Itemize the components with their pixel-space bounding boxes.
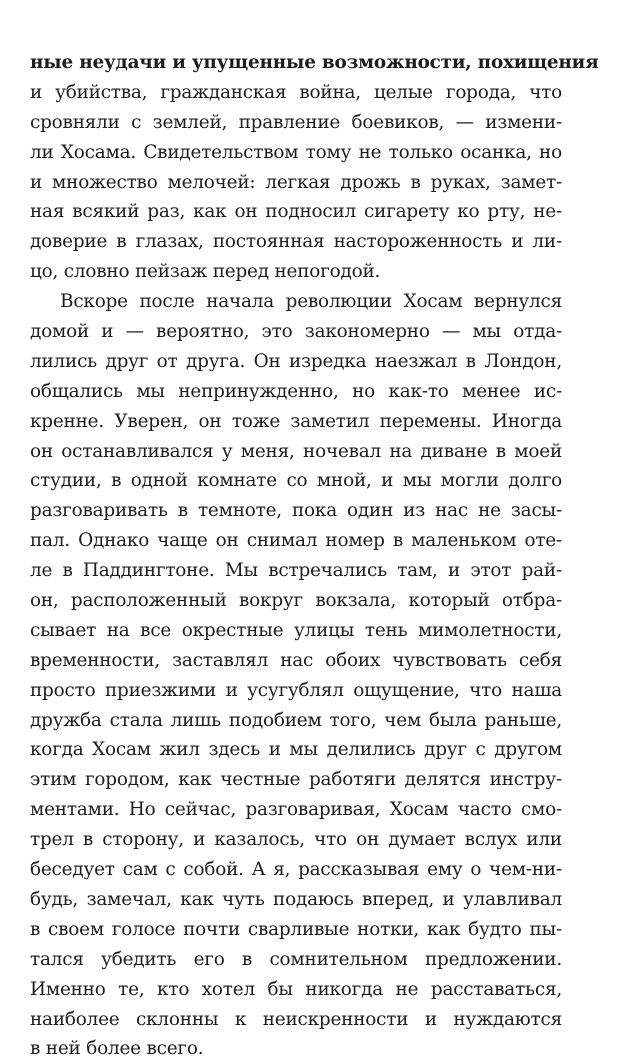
- text-line: он останавливался у меня, ночевал на диване в моей: [30, 440, 562, 462]
- text-line: в ней более всего.: [30, 1038, 204, 1060]
- text-line: наиболее склонны к неискренности и нуждаются: [30, 1008, 562, 1030]
- text-line: будь, замечал, как чуть подаюсь вперед, и улавливал: [30, 888, 562, 910]
- text-line: он, расположенный вокруг вокзала, который отбра-: [30, 590, 562, 612]
- text-line: временности, заставлял нас обоих чувствовать себя: [30, 649, 562, 671]
- text-line: цо, словно пейзаж перед непогодой.: [30, 261, 381, 283]
- text-line: и множество мелочей: легкая дрожь в руках, замет-: [30, 171, 562, 193]
- text-line: этим городом, как честные работяги делятся инстру-: [30, 769, 562, 791]
- text-line: ле в Паддингтоне. Мы встречались там, и этот рай-: [30, 560, 562, 582]
- text-line: ли Хосама. Свидетельством тому не только осанка, но: [30, 141, 562, 163]
- text-line: в своем голосе почти сварливые нотки, как будто пы-: [30, 918, 562, 940]
- text-line: и убийства, гражданская война, целые города, что: [30, 81, 562, 103]
- text-line: сровняли с землей, правление боевиков, — измени-: [30, 111, 562, 133]
- text-line: трел в сторону, и казалось, что он думает вслух или: [30, 829, 562, 851]
- text-line: ные неудачи и упущенные возможности, похищения: [30, 52, 599, 73]
- text-line: студии, в одной комнате со мной, и мы могли долго: [30, 470, 562, 492]
- text-line: ная всякий раз, как он подносил сигарету ко рту, не-: [30, 201, 562, 223]
- text-line: просто приезжими и усугублял ощущение, что наша: [30, 679, 562, 701]
- text-line: лились друг от друга. Он изредка наезжал в Лондон,: [30, 350, 562, 372]
- text-line: Именно те, кто хотел бы никогда не расставаться,: [30, 978, 562, 1000]
- text-line: домой и — вероятно, это закономерно — мы отда-: [30, 321, 562, 343]
- body-text: [30, 48, 599, 1064]
- text-line: сывает на все окрестные улицы тень мимолетности,: [30, 619, 562, 641]
- paragraph-start-line: Вскоре после начала революции Хосам вернулся: [60, 291, 562, 313]
- text-line: общались мы непринужденно, но как-то менее ис-: [30, 380, 562, 402]
- text-line: дружба стала лишь подобием того, чем была раньше,: [30, 709, 562, 731]
- text-line: беседует сам с собой. А я, рассказывая ему о чем-ни-: [30, 859, 562, 881]
- text-line: разговаривать в темноте, пока один из нас не засы-: [30, 500, 562, 522]
- text-line: доверие в глазах, постоянная настороженность и ли-: [30, 231, 562, 253]
- text-line: когда Хосам жил здесь и мы делились друг с другом: [30, 739, 562, 761]
- text-line: кренне. Уверен, он тоже заметил перемены. Иногда: [30, 410, 562, 432]
- text-line: тался убедить его в сомнительном предложении.: [30, 948, 562, 970]
- text-line: пал. Однако чаще он снимал номер в маленьком оте-: [30, 530, 562, 552]
- text-line: ментами. Но сейчас, разговаривая, Хосам часто смо-: [30, 799, 562, 821]
